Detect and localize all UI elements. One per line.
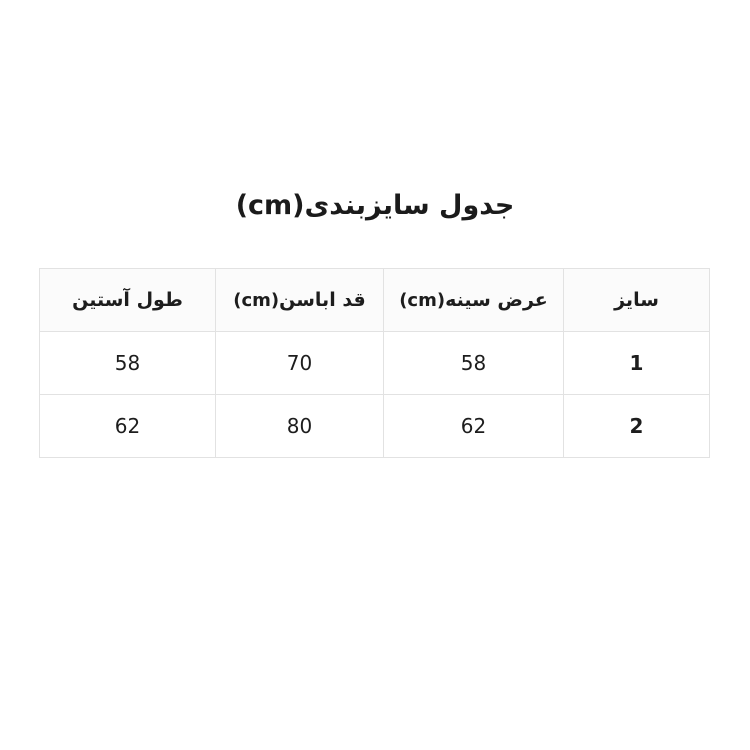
column-header-size: [564, 269, 710, 332]
column-header-hip: [216, 269, 384, 332]
size-table-container: [40, 268, 710, 458]
page-title: [0, 190, 750, 221]
table-row: [40, 395, 710, 458]
column-header-chest-label: عرض سینه: [445, 289, 548, 311]
cell-chest: 58: [384, 332, 564, 395]
size-table-body: [40, 332, 710, 458]
column-header-hip-unit: (cm): [233, 290, 280, 311]
cell-size: 1: [564, 332, 710, 395]
cell-sleeve: 58: [40, 332, 216, 395]
size-table: [39, 268, 710, 458]
cell-sleeve: 62: [40, 395, 216, 458]
page-title-text: جدول سایزبندی: [304, 190, 515, 221]
page-title-unit: (cm): [235, 190, 305, 221]
size-table-header: [40, 269, 710, 332]
column-header-sleeve: [40, 269, 216, 332]
column-header-size-label: سایز: [614, 289, 659, 311]
cell-hip: 70: [216, 332, 384, 395]
cell-chest: 62: [384, 395, 564, 458]
cell-size: 2: [564, 395, 710, 458]
column-header-sleeve-label: طول آستین: [72, 289, 183, 311]
column-header-hip-label: قد اباسن: [279, 289, 366, 311]
column-header-chest: [384, 269, 564, 332]
table-row: [40, 332, 710, 395]
cell-hip: 80: [216, 395, 384, 458]
table-header-row: [40, 269, 710, 332]
column-header-chest-unit: (cm): [399, 290, 446, 311]
